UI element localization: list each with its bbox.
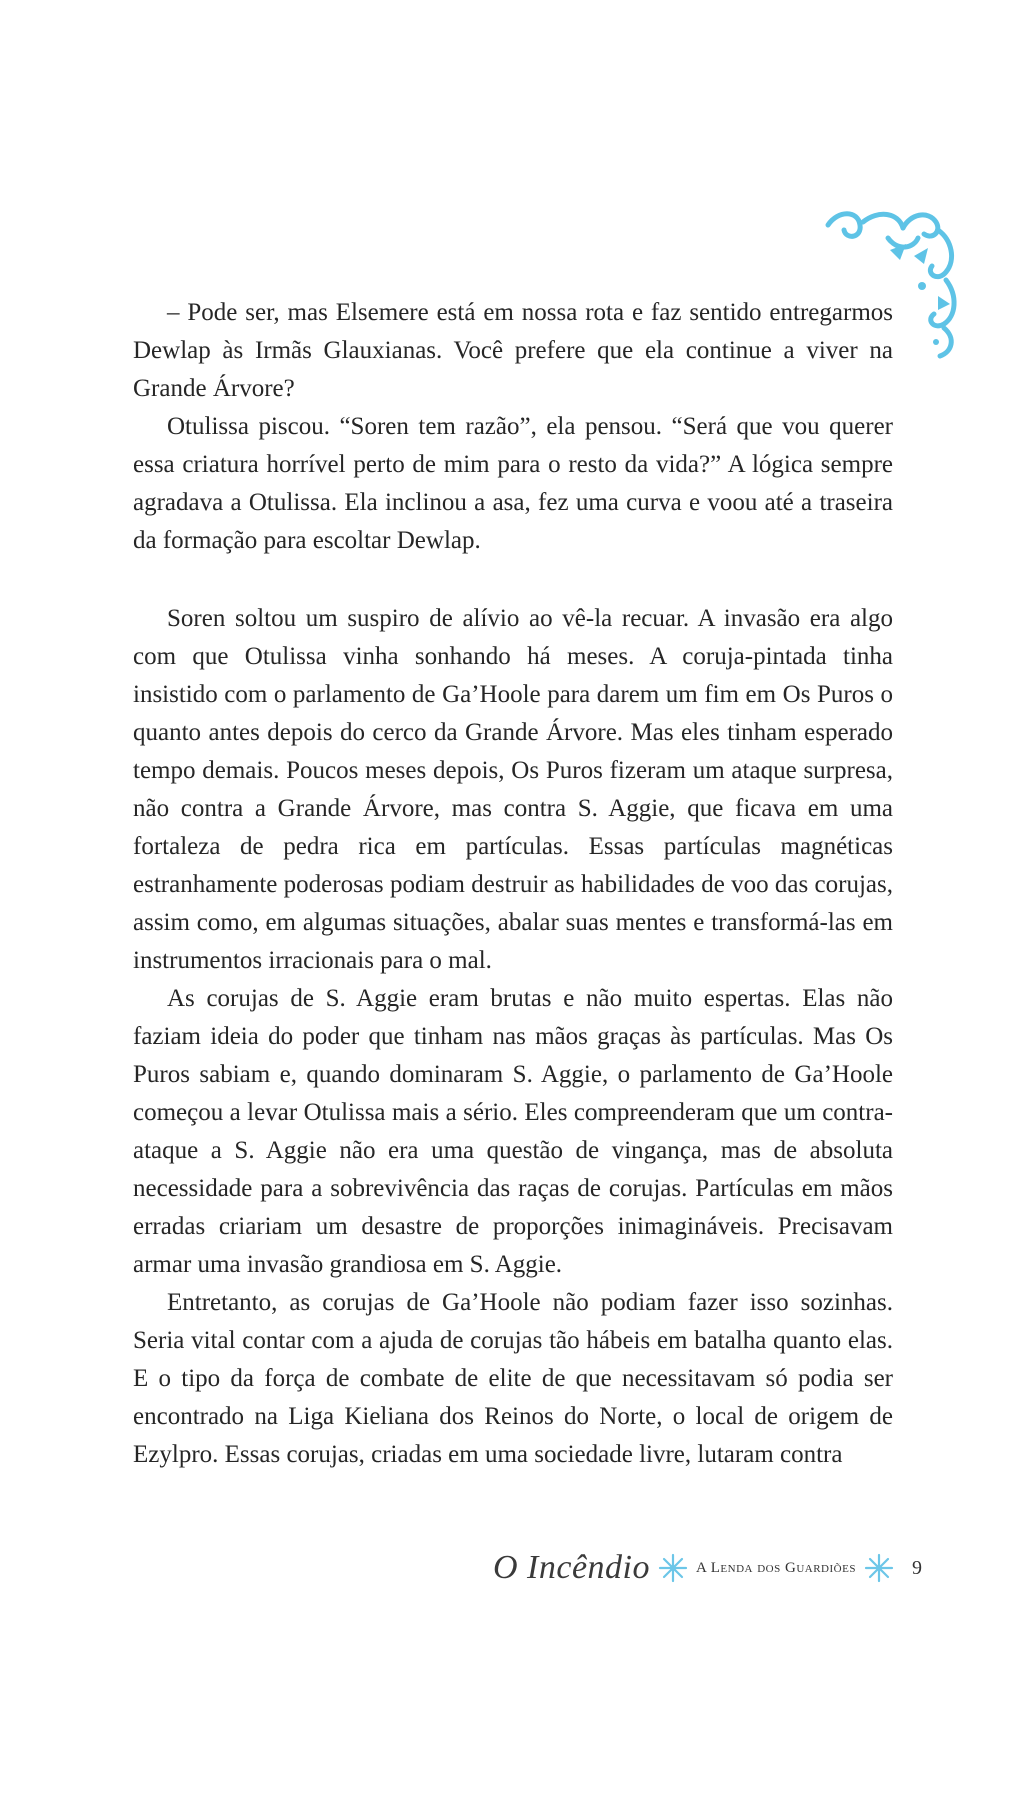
paragraph: – Pode ser, mas Elsemere está em nossa rota e faz sentido entregarmos Dewlap às Irmãs Glauxianas. Você prefere que ela continue a viver na Grande Árvore? — [133, 299, 893, 402]
paragraph: Soren soltou um suspiro de alívio ao vê-la recuar. A invasão era algo com que Otulissa vinha sonhando há meses. A coruja-pintada tinha insistido com o parlamento de Ga’Hoole para darem um fim em Os Puros o quanto antes depois do cerco da Grande Árvore. Mas eles tinham esperado tempo demais. Poucos meses depois, Os Puros fizeram um ataque surpresa, não contra a Grande Árvore, mas contra S. Aggie, que ficava em uma fortaleza de pedra rica em partículas. Essas partículas magnéticas estranhamente poderosas podiam destruir as habilidades de voo das corujas, assim como, em algumas situações, abalar suas mentes e transformá-las em instrumentos irracionais para o mal. — [133, 605, 893, 974]
series-name: A Lenda dos Guardiões — [696, 1559, 856, 1576]
book-title: O Incêndio — [493, 1549, 651, 1586]
paragraph: Otulissa piscou. “Soren tem razão”, ela pensou. “Será que vou querer essa criatura horrível perto de mim para o resto da vida?” A lógica sempre agradava a Otulissa. Ela inclinou a asa, fez uma curva e voou até a traseira da formação para escoltar Dewlap. — [133, 413, 893, 554]
running-footer — [493, 1546, 943, 1590]
snowflake-icon — [864, 1553, 894, 1583]
snowflake-icon — [658, 1553, 688, 1583]
page-number: 9 — [911, 1556, 922, 1579]
paragraph: Entretanto, as corujas de Ga’Hoole não podiam fazer isso sozinhas. Seria vital contar com a ajuda de corujas tão hábeis em batalha quanto elas. E o tipo da força de combate de elite de que necessitavam só podia ser encontrado na Liga Kieliana dos Reinos do Norte, o local de origem de Ezylpro. Essas corujas, criadas em uma sociedade livre, lutaram contra — [133, 1289, 893, 1468]
body-text — [133, 294, 893, 1474]
paragraph: As corujas de S. Aggie eram brutas e não muito espertas. Elas não faziam ideia do poder que tinham nas mãos graças às partículas. Mas Os Puros sabiam e, quando dominaram S. Aggie, o parlamento de Ga’Hoole começou a levar Otulissa mais a sério. Eles compreenderam que um contra-ataque a S. Aggie não era uma questão de vingança, mas de absoluta necessidade para a sobrevivência das raças de corujas. Partículas em mãos erradas criariam um desastre de proporções inimagináveis. Precisavam armar uma invasão grandiosa em S. Aggie. — [133, 985, 893, 1278]
